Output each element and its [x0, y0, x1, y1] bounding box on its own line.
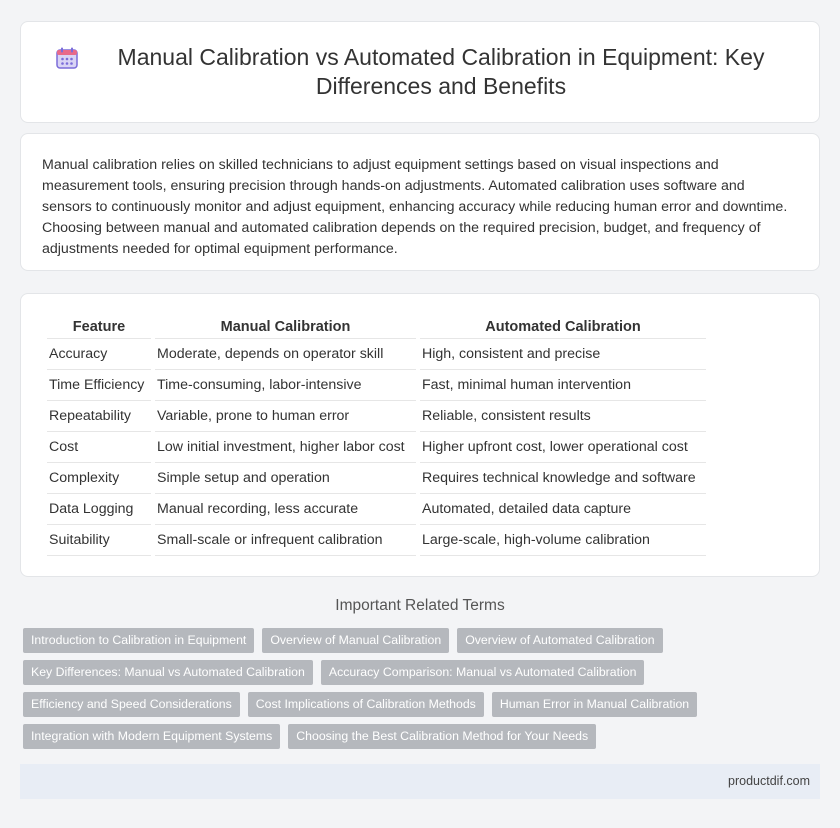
manual-cell: Low initial investment, higher labor cost	[155, 432, 416, 463]
manual-cell: Simple setup and operation	[155, 463, 416, 494]
related-term-tag[interactable]: Cost Implications of Calibration Methods	[248, 692, 484, 717]
related-term-tag[interactable]: Introduction to Calibration in Equipment	[23, 628, 254, 653]
related-term-tag[interactable]: Integration with Modern Equipment Systems	[23, 724, 280, 749]
automated-cell: Fast, minimal human intervention	[420, 370, 706, 401]
page-title: Manual Calibration vs Automated Calibration in Equipment: Key Differences and Benefits	[117, 44, 765, 99]
related-term-tag[interactable]: Key Differences: Manual vs Automated Calibration	[23, 660, 313, 685]
feature-cell: Suitability	[47, 525, 151, 556]
header-card	[20, 21, 820, 123]
table-row	[47, 525, 706, 556]
feature-cell: Data Logging	[47, 494, 151, 525]
table-row	[47, 494, 706, 525]
related-term-tag[interactable]: Accuracy Comparison: Manual vs Automated Calibration	[321, 660, 645, 685]
related-terms-list	[23, 628, 813, 756]
feature-cell: Time Efficiency	[47, 370, 151, 401]
feature-cell: Complexity	[47, 463, 151, 494]
table-row	[47, 370, 706, 401]
table-row	[47, 401, 706, 432]
feature-cell: Repeatability	[47, 401, 151, 432]
automated-cell: High, consistent and precise	[420, 339, 706, 370]
manual-cell: Time-consuming, labor-intensive	[155, 370, 416, 401]
related-term-tag[interactable]: Efficiency and Speed Considerations	[23, 692, 240, 717]
table-row	[47, 339, 706, 370]
automated-cell: Large-scale, high-volume calibration	[420, 525, 706, 556]
intro-card	[20, 133, 820, 271]
related-terms-heading: Important Related Terms	[335, 597, 505, 614]
manual-cell: Small-scale or infrequent calibration	[155, 525, 416, 556]
footer	[20, 764, 820, 799]
footer-site-link[interactable]: productdif.com	[728, 774, 810, 788]
automated-cell: Higher upfront cost, lower operational cost	[420, 432, 706, 463]
column-header-feature: Feature	[47, 314, 151, 339]
table-row	[47, 463, 706, 494]
feature-cell: Cost	[47, 432, 151, 463]
table-row	[47, 432, 706, 463]
column-header-manual: Manual Calibration	[155, 314, 416, 339]
automated-cell: Automated, detailed data capture	[420, 494, 706, 525]
manual-cell: Manual recording, less accurate	[155, 494, 416, 525]
related-term-tag[interactable]: Choosing the Best Calibration Method for Your Needs	[288, 724, 596, 749]
automated-cell: Reliable, consistent results	[420, 401, 706, 432]
table-header-row	[47, 314, 706, 339]
manual-cell: Variable, prone to human error	[155, 401, 416, 432]
automated-cell: Requires technical knowledge and software	[420, 463, 706, 494]
comparison-table	[43, 314, 710, 556]
calendar-icon	[54, 45, 80, 71]
related-term-tag[interactable]: Human Error in Manual Calibration	[492, 692, 697, 717]
feature-cell: Accuracy	[47, 339, 151, 370]
column-header-automated: Automated Calibration	[420, 314, 706, 339]
related-term-tag[interactable]: Overview of Automated Calibration	[457, 628, 662, 653]
header	[54, 43, 786, 101]
related-term-tag[interactable]: Overview of Manual Calibration	[262, 628, 449, 653]
comparison-card	[20, 293, 820, 577]
intro-paragraph: Manual calibration relies on skilled technicians to adjust equipment settings based on visual inspections and measurement tools, ensuring precision through hands-on adjustments. Automated calibration uses software and sensors to continuously monitor and adjust equipment, enhancing accuracy while reducing human error and downtime. Choosing between manual and automated calibration depends on the required precision, budget, and frequency of adjustments needed for optimal equipment performance.	[42, 157, 788, 257]
manual-cell: Moderate, depends on operator skill	[155, 339, 416, 370]
